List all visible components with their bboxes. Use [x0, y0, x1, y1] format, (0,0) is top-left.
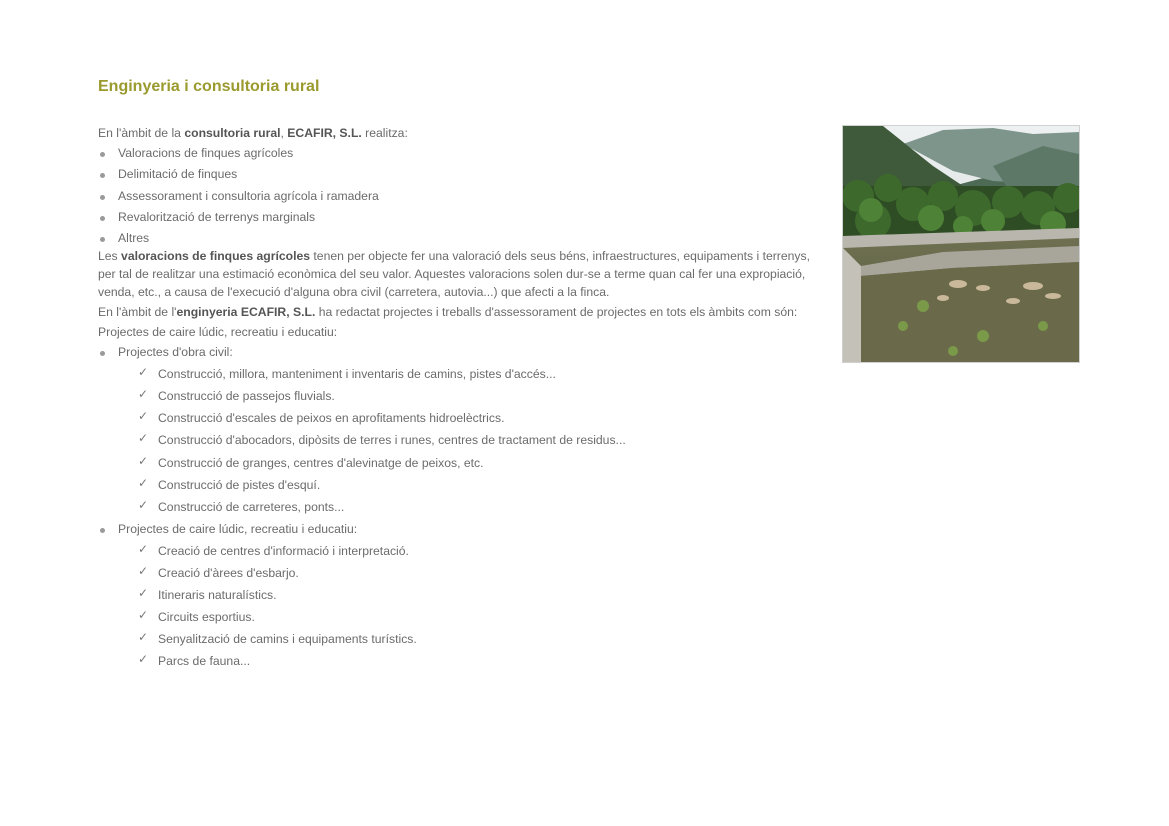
check-icon: ✓	[138, 652, 149, 667]
page-title: Enginyeria i consultoria rural	[98, 78, 320, 95]
item-text: Creació d'àrees d'esbarjo.	[158, 565, 299, 580]
fauna-park-photo	[842, 125, 1080, 363]
valuation-prefix: Les	[98, 249, 122, 264]
list-item	[118, 498, 816, 520]
list-item	[118, 476, 816, 498]
item-text: Construcció, millora, manteniment i inventaris de camins, pistes d'accés...	[158, 367, 556, 382]
check-icon: ✓	[138, 630, 149, 645]
item-text: Itineraris naturalístics.	[158, 588, 277, 603]
engineering-prefix: En l'àmbit de l'	[98, 305, 177, 320]
projects-intro: Projectes de caire lúdic, recreatiu i educatiu:	[98, 325, 338, 340]
list-item	[118, 564, 816, 586]
services-list	[98, 144, 816, 247]
civil-label: Projectes d'obra civil:	[118, 345, 233, 360]
list-item-civil	[98, 343, 816, 520]
check-icon: ✓	[138, 586, 149, 601]
intro-suffix: realitza:	[361, 126, 408, 140]
list-item: Delimitació de finques	[98, 165, 816, 186]
leisure-sublist	[118, 542, 816, 675]
item-text: Circuits esportius.	[158, 610, 255, 625]
check-icon: ✓	[138, 541, 149, 556]
check-icon: ✓	[138, 563, 149, 578]
check-icon: ✓	[138, 387, 149, 402]
item-text: Creació de centres d'informació i interpretació.	[158, 543, 409, 558]
item-text: Construcció de granges, centres d'alevinatge de peixos, etc.	[158, 455, 484, 470]
check-icon: ✓	[138, 365, 149, 380]
item-text: Parcs de fauna...	[158, 654, 251, 669]
item-text: Construcció de pistes d'esquí.	[158, 477, 321, 492]
valuation-text: tenen per objecte fer una valoració dels seus béns, infraestructures, equipaments i terrenys, per tal de realitzar una estimació econòmica del seu valor. Aquestes valoracions solen dur-se a terme quan cal fer una expropiació, venda, etc., a causa de l'execució d'alguna obra civil (carretera, autovia...) que afecti a la finca.	[98, 249, 810, 300]
engineering-paragraph	[98, 303, 816, 321]
list-item-leisure	[98, 520, 816, 675]
item-text: Senyalització de camins i equipaments turístics.	[158, 632, 417, 647]
list-item	[118, 542, 816, 564]
intro-bold-consultoria: consultoria rural	[184, 126, 281, 140]
item-text: Construcció de carreteres, ponts...	[158, 499, 345, 514]
list-item	[118, 365, 816, 387]
list-item	[118, 652, 816, 674]
item-text: Construcció de passejos fluvials.	[158, 389, 335, 404]
valuation-paragraph	[98, 247, 816, 301]
main-content	[98, 124, 816, 674]
intro-bold-company: ECAFIR, S.L.	[287, 126, 362, 140]
valuation-bold: valoracions de finques agrícoles	[121, 249, 311, 264]
photo-illustration	[843, 126, 1079, 362]
check-icon: ✓	[138, 497, 149, 512]
engineering-bold: enginyeria ECAFIR, S.L.	[176, 305, 316, 320]
list-item	[118, 608, 816, 630]
list-item	[118, 431, 816, 453]
item-text: Construcció d'escales de peixos en aprofitaments hidroelèctrics.	[158, 411, 505, 426]
civil-sublist	[118, 365, 816, 520]
check-icon: ✓	[138, 453, 149, 468]
intro-prefix: En l'àmbit de la	[98, 126, 185, 140]
check-icon: ✓	[138, 409, 149, 424]
check-icon: ✓	[138, 431, 149, 446]
engineering-text: ha redactat projectes i treballs d'assessorament de projectes en tots els àmbits com són:	[315, 305, 798, 320]
item-text: Construcció d'abocadors, dipòsits de terres i runes, centres de tractament de residus...	[158, 433, 626, 448]
list-item: Assessorament i consultoria agrícola i ramadera	[98, 187, 816, 208]
list-item: Revalorització de terrenys marginals	[98, 208, 816, 229]
list-item	[118, 409, 816, 431]
leisure-label: Projectes de caire lúdic, recreatiu i educatiu:	[118, 521, 358, 536]
intro-separator: ,	[280, 126, 288, 140]
list-item: Altres	[98, 229, 816, 247]
list-item	[118, 586, 816, 608]
list-item	[118, 454, 816, 476]
list-item	[118, 387, 816, 409]
intro-paragraph	[98, 124, 816, 142]
list-item: Valoracions de finques agrícoles	[98, 144, 816, 165]
projects-list	[98, 343, 816, 674]
check-icon: ✓	[138, 608, 149, 623]
check-icon: ✓	[138, 475, 149, 490]
list-item	[118, 630, 816, 652]
